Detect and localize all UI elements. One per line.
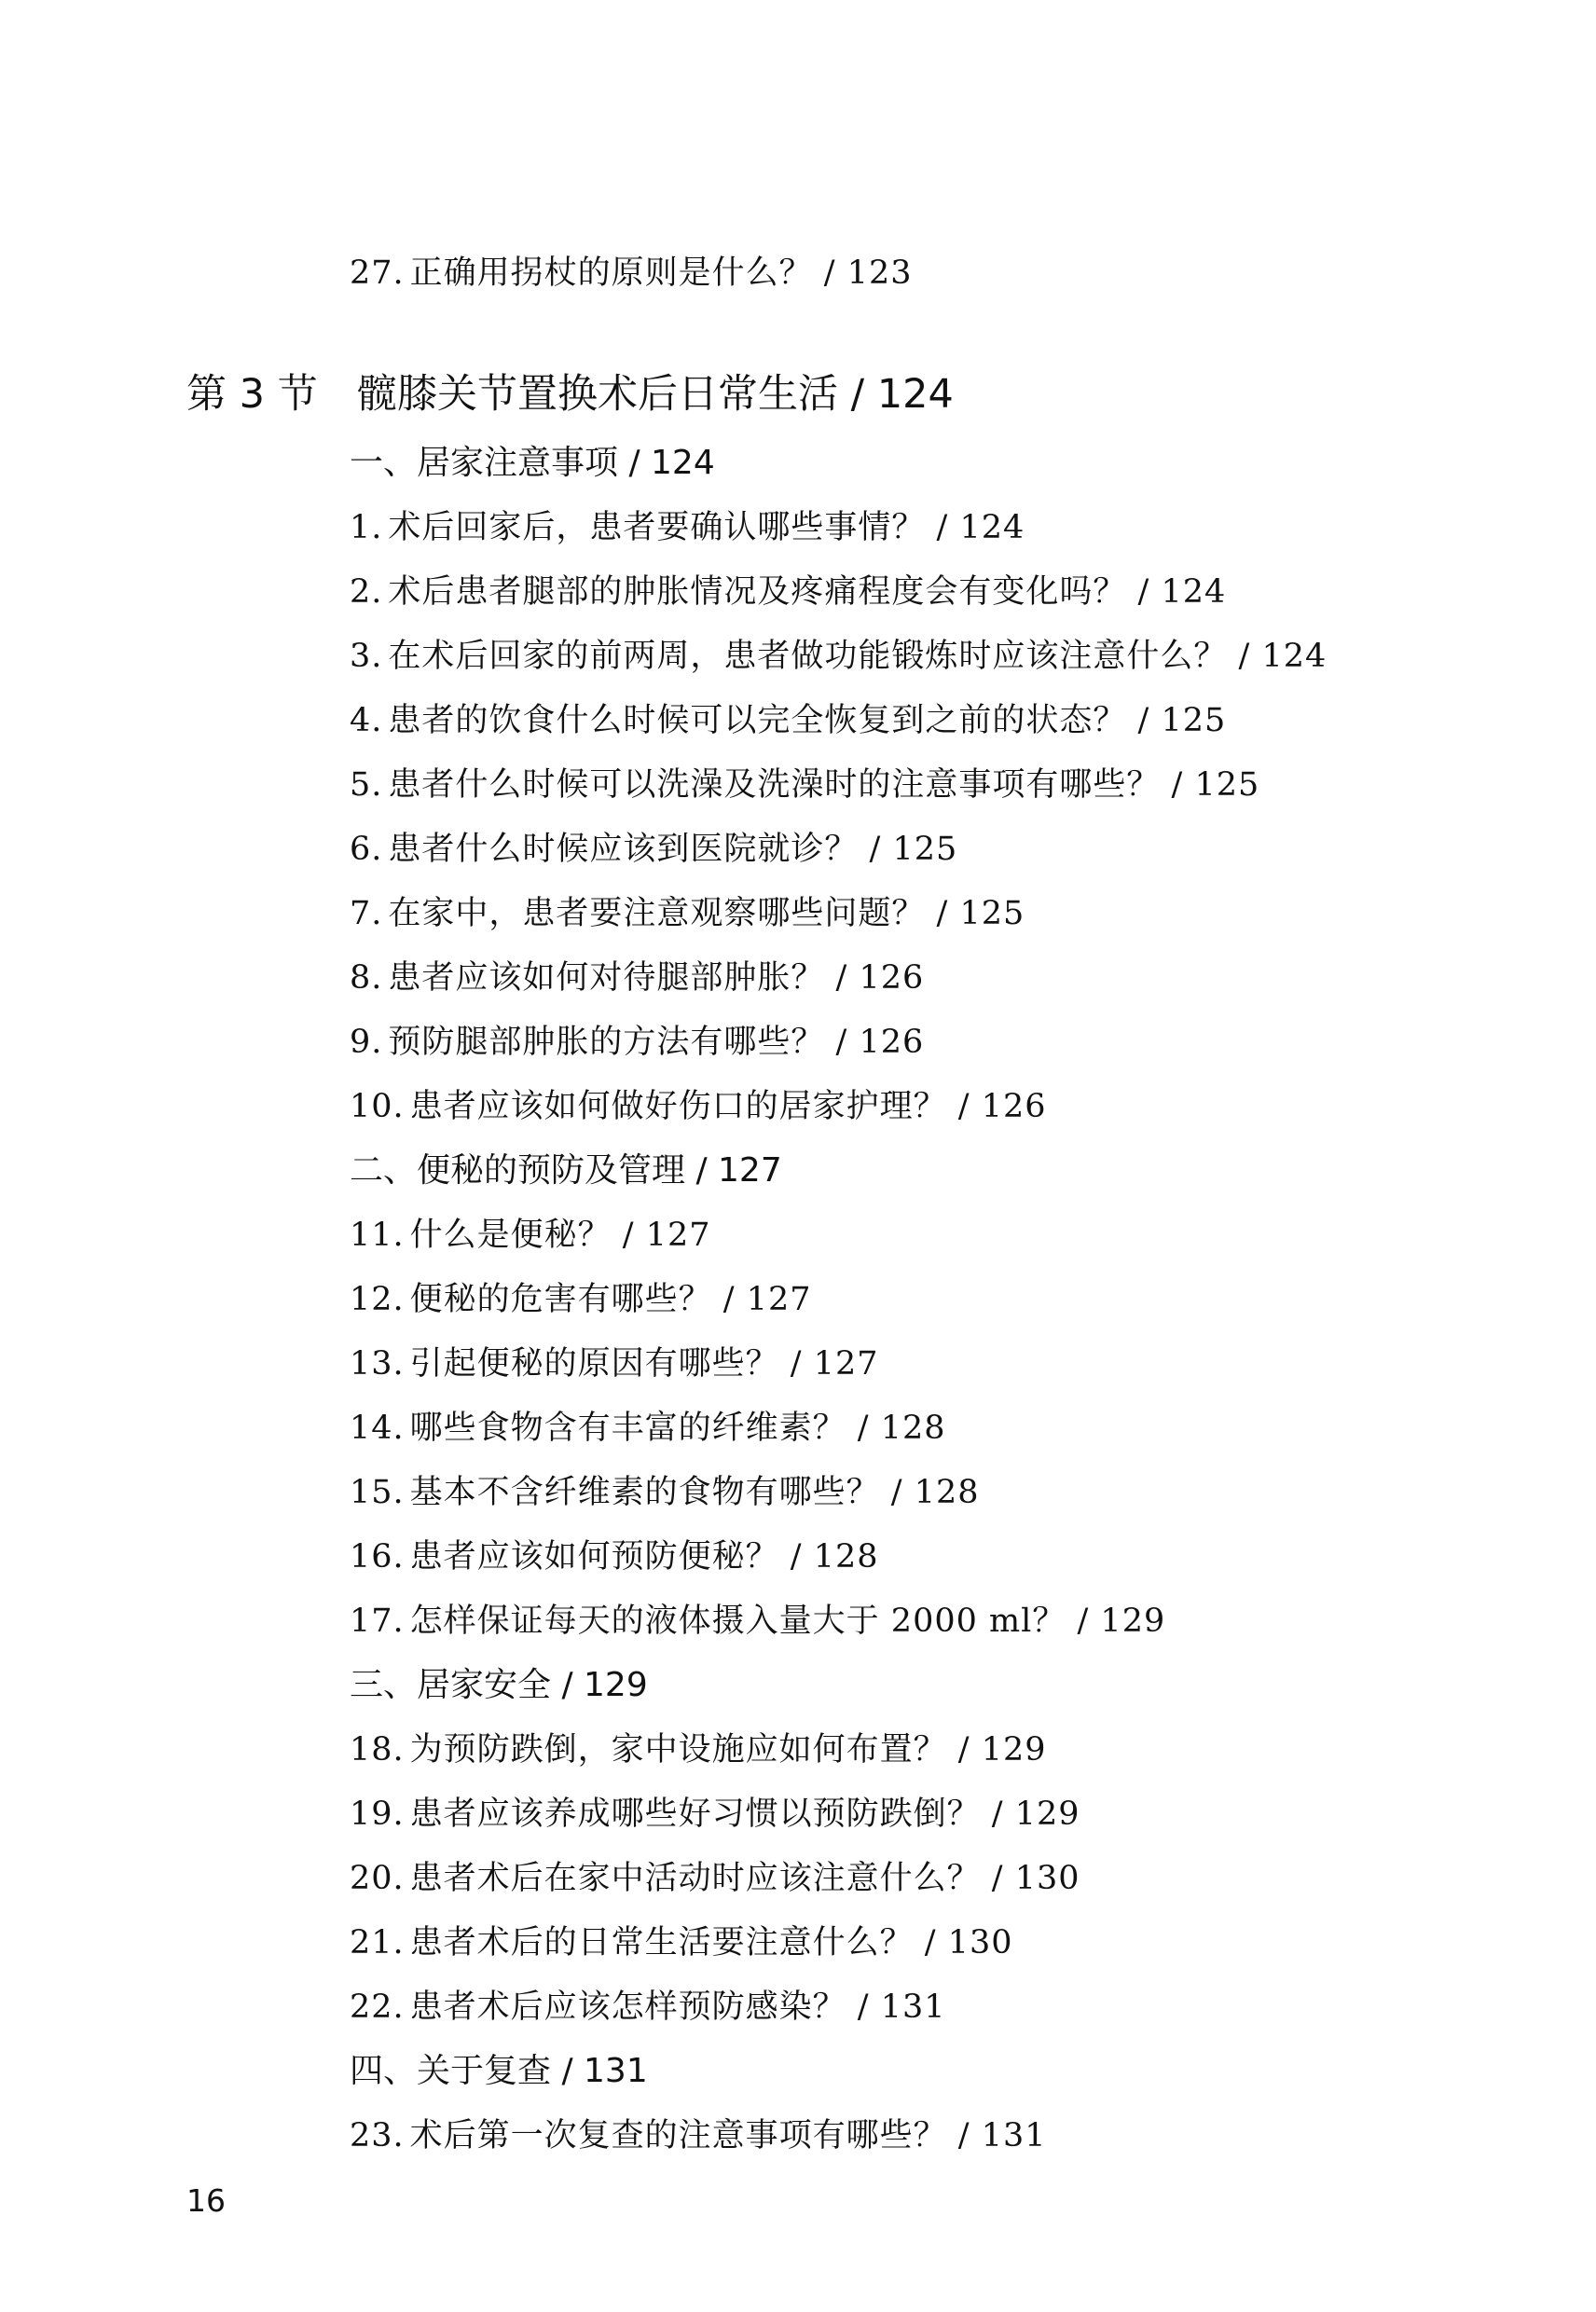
toc-entry[interactable] (350, 509, 1025, 546)
entry-title: 术后回家后，患者要确认哪些事情？ / 124 (388, 509, 1025, 546)
entry-number: 5. (350, 766, 383, 804)
entry-number: 11. (350, 1217, 405, 1254)
entry-number: 13. (350, 1345, 405, 1383)
entry-number: 6. (350, 831, 383, 868)
entry-title: 患者什么时候可以洗澡及洗澡时的注意事项有哪些？ / 125 (388, 766, 1260, 804)
subsection-title: 一、居家注意事项 / 124 (350, 444, 715, 482)
entry-number: 7. (350, 895, 383, 932)
toc-entry[interactable] (350, 1281, 812, 1318)
toc-subsection-heading[interactable] (350, 1666, 648, 1704)
entry-number: 8. (350, 959, 383, 997)
toc-entry[interactable] (350, 1605, 1165, 1638)
page-number: 16 (186, 2182, 226, 2219)
toc-subsection-heading[interactable] (350, 2052, 648, 2090)
entry-number: 2. (350, 573, 383, 611)
entry-title: 患者的饮食什么时候可以完全恢复到之前的状态？ / 125 (388, 702, 1227, 739)
entry-title: 患者应该养成哪些好习惯以预防跌倒？ / 129 (409, 1796, 1080, 1833)
toc-entry[interactable] (350, 1474, 980, 1511)
section-title: 髋膝关节置换术后日常生活 / 124 (357, 371, 954, 418)
entry-title: 患者什么时候应该到医院就诊？ / 125 (388, 831, 958, 868)
toc-section-heading[interactable] (186, 371, 954, 418)
subsection-title: 三、居家安全 / 129 (350, 1666, 648, 1704)
entry-number: 23. (350, 2117, 405, 2154)
entry-number: 10. (350, 1088, 405, 1125)
toc-entry[interactable] (350, 1798, 1080, 1831)
entry-number: 22. (350, 1989, 405, 2026)
toc-entry[interactable] (350, 1088, 1047, 1125)
entry-title: 在术后回家的前两周，患者做功能锻炼时应该注意什么？ / 124 (388, 638, 1328, 675)
entry-title: 患者术后在家中活动时应该注意什么？ / 130 (409, 1860, 1080, 1897)
entry-number: 16. (350, 1538, 405, 1576)
entry-title: 引起便秘的原因有哪些？ / 127 (409, 1345, 879, 1383)
entry-number: 27. (350, 255, 405, 292)
entry-number: 15. (350, 1474, 405, 1511)
section-label: 第 3 节 (186, 371, 318, 418)
toc-entry[interactable] (350, 1991, 946, 2024)
entry-title: 患者应该如何对待腿部肿胀？ / 126 (388, 959, 925, 997)
toc-entry[interactable] (350, 833, 957, 866)
entry-number: 18. (350, 1731, 405, 1768)
entry-number: 4. (350, 702, 383, 739)
toc-subsection-heading[interactable] (350, 1151, 782, 1190)
entry-number: 17. (350, 1603, 405, 1640)
toc-entry[interactable] (350, 1731, 1047, 1768)
entry-title: 基本不含纤维素的食物有哪些？ / 128 (409, 1474, 980, 1511)
entry-number: 1. (350, 509, 383, 546)
entry-title: 预防腿部肿胀的方法有哪些？ / 126 (388, 1024, 925, 1061)
toc-entry[interactable] (350, 702, 1227, 739)
toc-entry[interactable] (350, 959, 925, 997)
subsection-title: 二、便秘的预防及管理 / 127 (350, 1151, 782, 1190)
entry-title: 在家中，患者要注意观察哪些问题？ / 125 (388, 895, 1025, 932)
entry-title: 患者术后的日常生活要注意什么？ / 130 (409, 1924, 1013, 1961)
toc-entry[interactable] (350, 573, 1227, 611)
toc-entry[interactable] (350, 1345, 879, 1383)
entry-title: 术后第一次复查的注意事项有哪些？ / 131 (409, 2117, 1047, 2154)
entry-number: 12. (350, 1281, 405, 1318)
entry-title: 患者应该如何做好伤口的居家护理？ / 126 (409, 1088, 1047, 1125)
toc-entry[interactable] (350, 2117, 1047, 2154)
entry-title: 术后患者腿部的肿胀情况及疼痛程度会有变化吗？ / 124 (388, 573, 1227, 611)
entry-title: 哪些食物含有丰富的纤维素？ / 128 (409, 1410, 946, 1447)
entry-title: 患者应该如何预防便秘？ / 128 (409, 1538, 879, 1576)
subsection-title: 四、关于复查 / 131 (350, 2052, 648, 2090)
toc-entry[interactable] (350, 895, 1025, 932)
toc-subsection-heading[interactable] (350, 444, 715, 482)
entry-title: 患者术后应该怎样预防感染？ / 131 (409, 1989, 946, 2026)
toc-entry[interactable] (350, 766, 1260, 804)
toc-entry[interactable] (350, 640, 1327, 673)
entry-number: 3. (350, 638, 383, 675)
toc-entry[interactable] (350, 257, 913, 290)
entry-title: 什么是便秘？ / 127 (409, 1217, 711, 1254)
entry-title: 正确用拐杖的原则是什么？ / 123 (409, 255, 913, 292)
entry-number: 20. (350, 1860, 405, 1897)
toc-entry[interactable] (350, 1860, 1080, 1897)
toc-entry[interactable] (350, 1219, 711, 1252)
toc-entry[interactable] (350, 1538, 879, 1576)
entry-number: 19. (350, 1796, 405, 1833)
entry-number: 9. (350, 1024, 383, 1061)
toc-entry[interactable] (350, 1412, 946, 1445)
entry-title: 为预防跌倒，家中设施应如何布置？ / 129 (409, 1731, 1047, 1768)
entry-title: 便秘的危害有哪些？ / 127 (409, 1281, 812, 1318)
toc-entry[interactable] (350, 1026, 924, 1059)
entry-title: 怎样保证每天的液体摄入量大于 2000 ml？ / 129 (409, 1603, 1166, 1640)
toc-entry[interactable] (350, 1924, 1013, 1961)
entry-number: 21. (350, 1924, 405, 1961)
entry-number: 14. (350, 1410, 405, 1447)
